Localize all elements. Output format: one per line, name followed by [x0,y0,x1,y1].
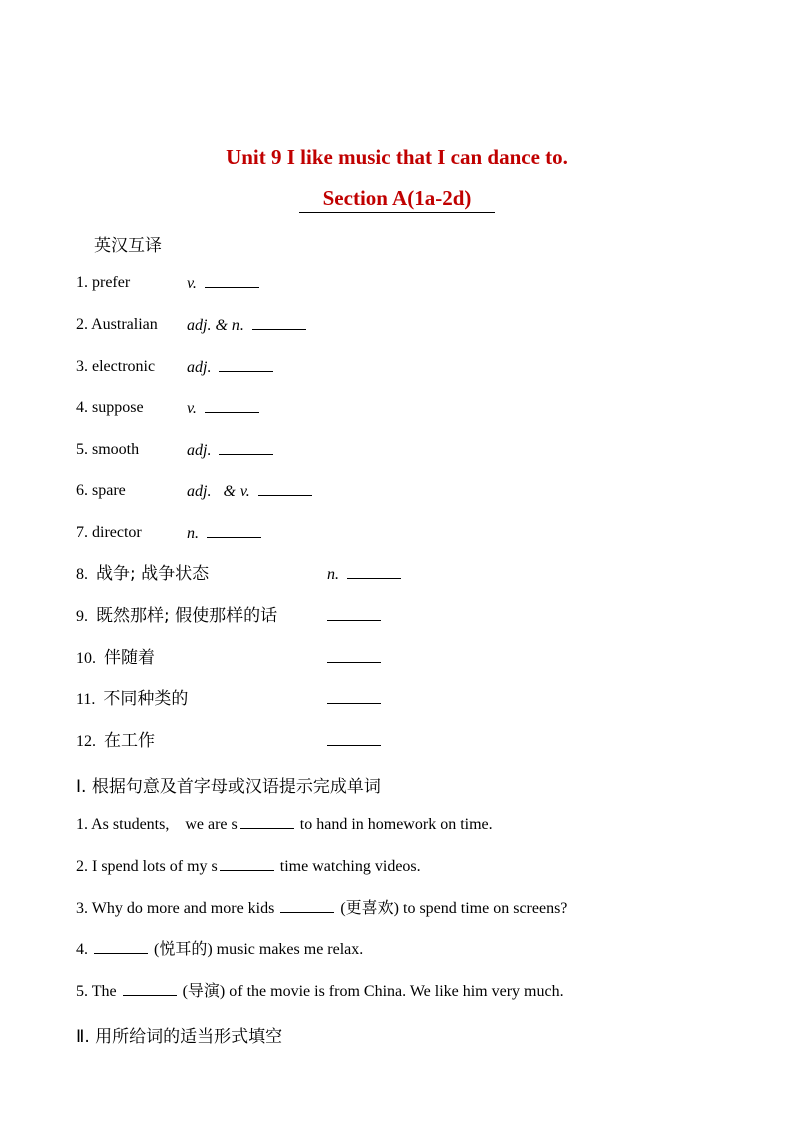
answer-blank[interactable] [240,814,294,829]
item-number: 1. [76,274,88,291]
sentence-text: (更喜欢) to spend time on screens? [336,900,568,917]
list-item-pos [327,564,401,585]
sentence-item [76,939,363,960]
sentence-text: time watching videos. [275,858,421,875]
list-item [76,606,277,627]
list-item [76,273,130,293]
item-number: 7. [76,524,88,541]
sentence-text: 3. Why do more and more kids [76,900,279,917]
sentence-text: (导演) of the movie is from China. We like him very much. [178,983,564,1000]
item-word: prefer [92,274,131,291]
sentence-item [76,814,493,835]
answer-blank[interactable] [220,856,274,871]
answer-blank[interactable] [219,440,273,455]
list-item [76,689,188,710]
answer-blank[interactable] [94,939,148,954]
item-word: spare [92,482,126,499]
list-item-blank [327,689,381,710]
list-item [76,398,144,418]
item-word: Australian [91,316,158,333]
answer-blank[interactable] [347,564,401,579]
item-chinese: 不同种类的 [103,689,189,709]
list-item-pos [187,357,273,378]
item-number: 9. [76,608,88,625]
item-chinese: 既然那样; 假使那样的话 [96,606,278,626]
section-heading-1: Ⅰ. 根据句意及首字母或汉语提示完成单词 [76,777,381,797]
answer-blank[interactable] [280,898,334,913]
sentence-text: 5. The [76,983,121,1000]
part-of-speech: n. [187,525,199,542]
item-word: director [92,524,142,541]
list-item-pos [187,398,259,419]
item-number: 8. [76,566,88,583]
answer-blank[interactable] [207,523,261,538]
list-item [76,357,155,377]
answer-blank[interactable] [327,606,381,621]
item-word: electronic [92,358,156,375]
answer-blank[interactable] [205,398,259,413]
list-item [76,523,142,543]
item-chinese: 伴随着 [104,648,155,668]
section-label: Section A(1a-2d) [299,186,496,213]
answer-blank[interactable] [258,481,312,496]
item-number: 10. [76,650,96,667]
sentence-text: (悦耳的) music makes me relax. [150,941,364,958]
page-title: Unit 9 I like music that I can dance to. [226,145,568,169]
list-item [76,564,209,585]
section-heading-2: Ⅱ. 用所给词的适当形式填空 [76,1027,283,1047]
sentence-text: to hand in homework on time. [295,816,493,833]
part-of-speech: adj. & n. [187,317,244,334]
list-item-blank [327,648,381,669]
list-item-pos [187,315,306,336]
item-number: 3. [76,358,88,375]
part-of-speech: adj. [187,359,212,376]
part-of-speech: n. [327,566,339,583]
item-chinese: 在工作 [104,731,155,751]
answer-blank[interactable] [252,315,306,330]
answer-blank[interactable] [327,689,381,704]
list-item-blank [327,606,381,627]
list-item-pos [187,523,261,544]
item-number: 11. [76,691,96,708]
sentence-text: 4. [76,941,92,958]
item-number: 4. [76,399,88,416]
list-item-blank [327,731,381,752]
item-chinese: 战争; 战争状态 [96,564,210,584]
part-of-speech: adj. [187,442,212,459]
answer-blank[interactable] [219,357,273,372]
answer-blank[interactable] [327,731,381,746]
list-item-pos [187,273,259,294]
part-of-speech: adj. & v. [187,483,250,500]
sentence-item [76,981,564,1002]
item-number: 6. [76,482,88,499]
sentence-text: 2. I spend lots of my s [76,858,218,875]
item-number: 2. [76,316,88,333]
sentence-item [76,856,421,877]
list-item [76,648,155,669]
answer-blank[interactable] [205,273,259,288]
list-item [76,731,155,752]
item-number: 12. [76,733,96,750]
page-subtitle [0,186,794,213]
section-heading-translate: 英汉互译 [94,236,162,256]
sentence-text: 1. As students, we are s [76,816,238,833]
part-of-speech: v. [187,275,197,292]
list-item-pos [187,440,273,461]
item-number: 5. [76,441,88,458]
list-item [76,315,158,335]
list-item [76,481,126,501]
answer-blank[interactable] [123,981,177,996]
answer-blank[interactable] [327,648,381,663]
list-item [76,440,139,460]
item-word: suppose [92,399,144,416]
item-word: smooth [92,441,140,458]
sentence-item [76,898,567,919]
list-item-pos [187,481,312,502]
part-of-speech: v. [187,400,197,417]
